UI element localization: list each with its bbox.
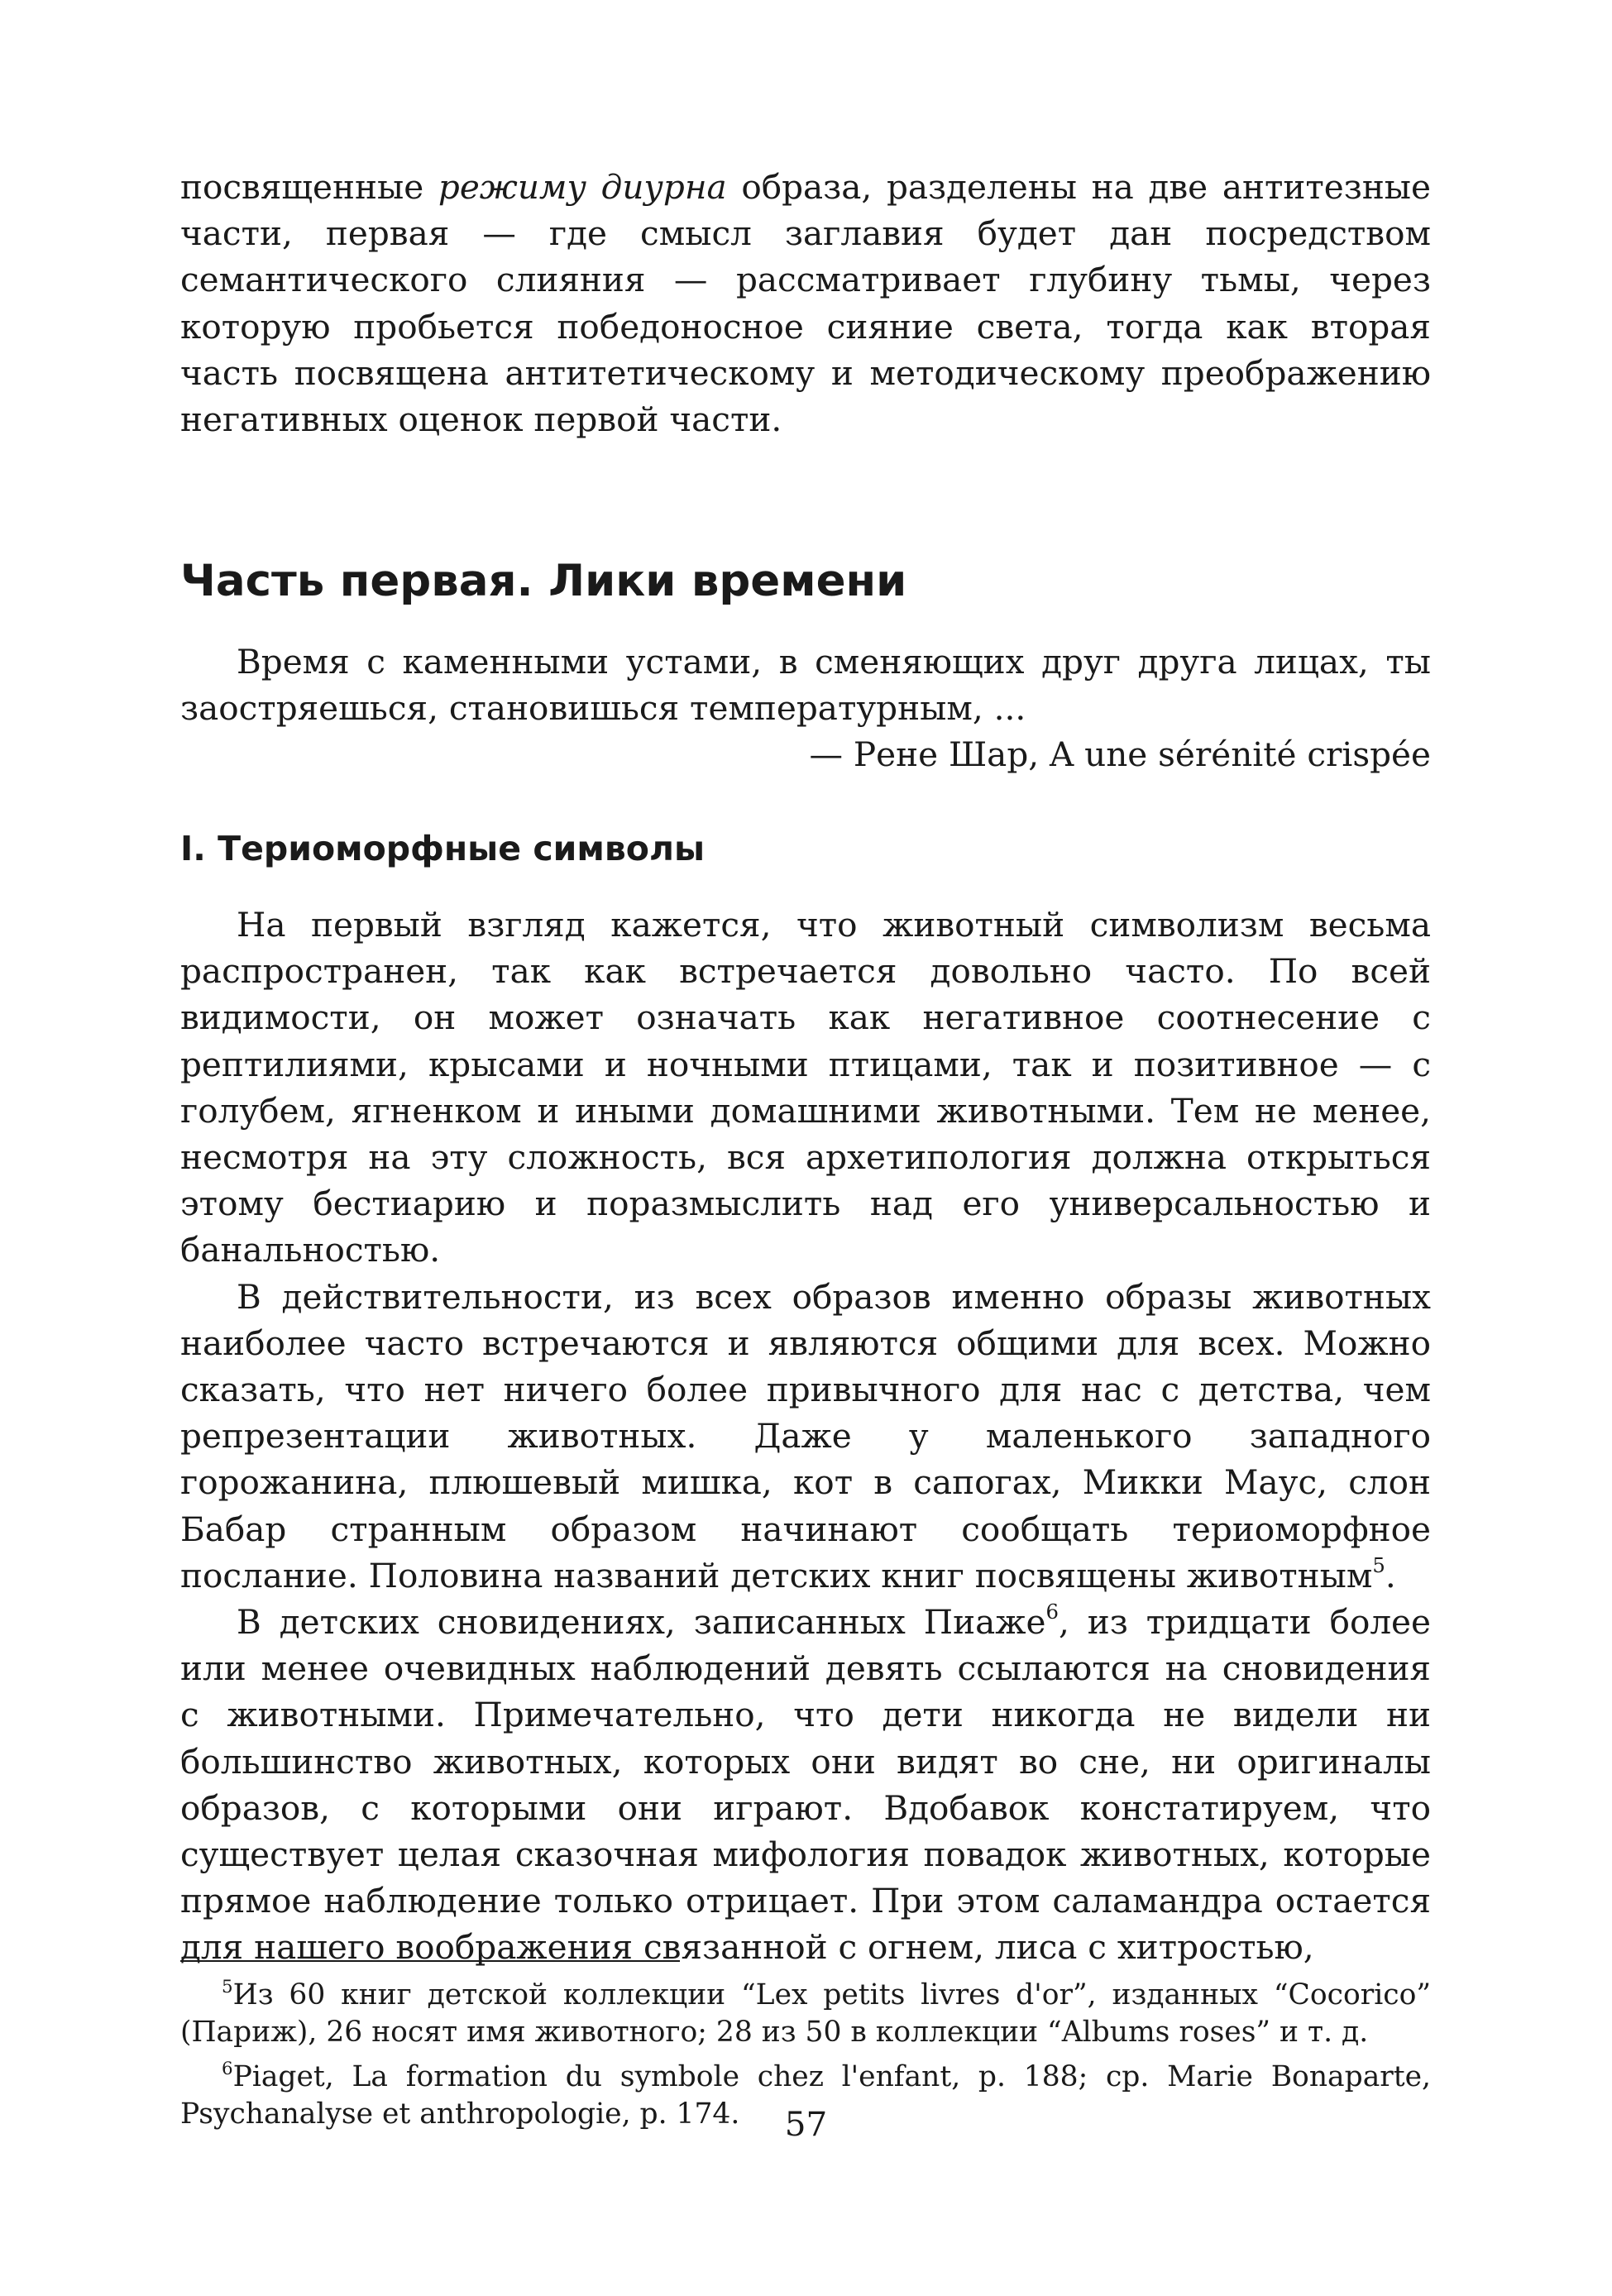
intro-italic-term: режиму диурна — [438, 167, 727, 207]
footnote-6-number: 6 — [222, 2059, 233, 2080]
paragraph-3-rest: , из тридцати более или менее очевидных наблюдений девять ссылаются на сновидения с животными. Примечательно, что дети никогда не видели ни большинство животных, которых они видят во сне, ни оригиналы образов, с которыми они играют. Вдобавок констатируем, что существует целая сказочная мифология повадок животных, которые прямое наблюдение только отрицает. При этом саламандра остается для нашего воображения связанной с огнем, лиса с хитростью, — [180, 1602, 1431, 1968]
footnote-5-number: 5 — [222, 1977, 233, 1998]
footnote-5-text: Из 60 книг детской коллекции “Lex petits livres d'or”, изданных “Cocorico” (Париж), 26 носят имя животного; 28 из 50 в коллекции “Albums roses” и т. д. — [180, 1978, 1431, 2049]
intro-paragraph — [180, 164, 1431, 442]
paragraph-2-end: . — [1385, 1555, 1396, 1595]
paragraph-3 — [180, 1599, 1431, 1971]
paragraph-1: На первый взгляд кажется, что животный символизм весьма распространен, так как встречается довольно часто. По всей видимости, он может означать как негативное соотнесение с рептилиями, крысами и ночными птицами, так и позитивное — с голубем, ягненком и иными домашними животными. Тем не менее, несмотря на эту сложность, вся архетипология должна открыться этому бестиарию и поразмыслить над его универсальностью и банальностью. — [180, 905, 1431, 1270]
paragraph-2 — [180, 1274, 1431, 1599]
footnote-ref-5[interactable]: 5 — [1372, 1552, 1385, 1577]
intro-paragraph-block — [180, 164, 1431, 442]
footnote-5 — [180, 1977, 1431, 2050]
page-number: 57 — [784, 2104, 828, 2144]
epigraph-text: Время с каменными устами, в сменяющих друг друга лицах, ты заостряешься, становишься температурным, ... — [180, 642, 1431, 729]
intro-text-after: образа, разделены на две антитезные части, первая — где смысл заглавия будет дан посредством семантического слияния — рассматривает глубину тьмы, через которую пробьется победоносное сияние света, тогда как вторая часть посвящена антитетическому и методическому преображению негативных оценок первой части. — [180, 167, 1432, 440]
footnote-divider — [180, 1960, 680, 1962]
epigraph — [180, 639, 1431, 778]
intro-text-before: посвященные — [180, 167, 438, 207]
footnote-ref-6[interactable]: 6 — [1045, 1599, 1059, 1624]
footnote-6-text: Piaget, La formation du symbole chez l'enfant, p. 188; cp. Marie Bonaparte, Psychanalyse et anthropologie, p. 174. — [180, 2060, 1431, 2131]
chapter-title: I. Териоморфные символы — [180, 829, 706, 868]
chapter-body — [180, 902, 1431, 1971]
epigraph-source: — Рене Шар, A une sérénité crispée — [809, 734, 1431, 775]
part-title: Часть первая. Лики времени — [180, 556, 907, 606]
paragraph-2-text: В действительности, из всех образов именно образы животных наиболее часто встречаются и являются общими для всех. Можно сказать, что нет ничего более привычного для нас с детства, чем репрезентации животных. Даже у маленького западного горожанина, плюшевый мишка, кот в сапогах, Микки Маус, слон Бабар странным образом начинают сообщать териоморфное послание. Половина названий детских книг посвящены животным — [180, 1276, 1431, 1595]
paragraph-3-start: В детских сновидениях, записанных Пиаже — [237, 1602, 1046, 1643]
